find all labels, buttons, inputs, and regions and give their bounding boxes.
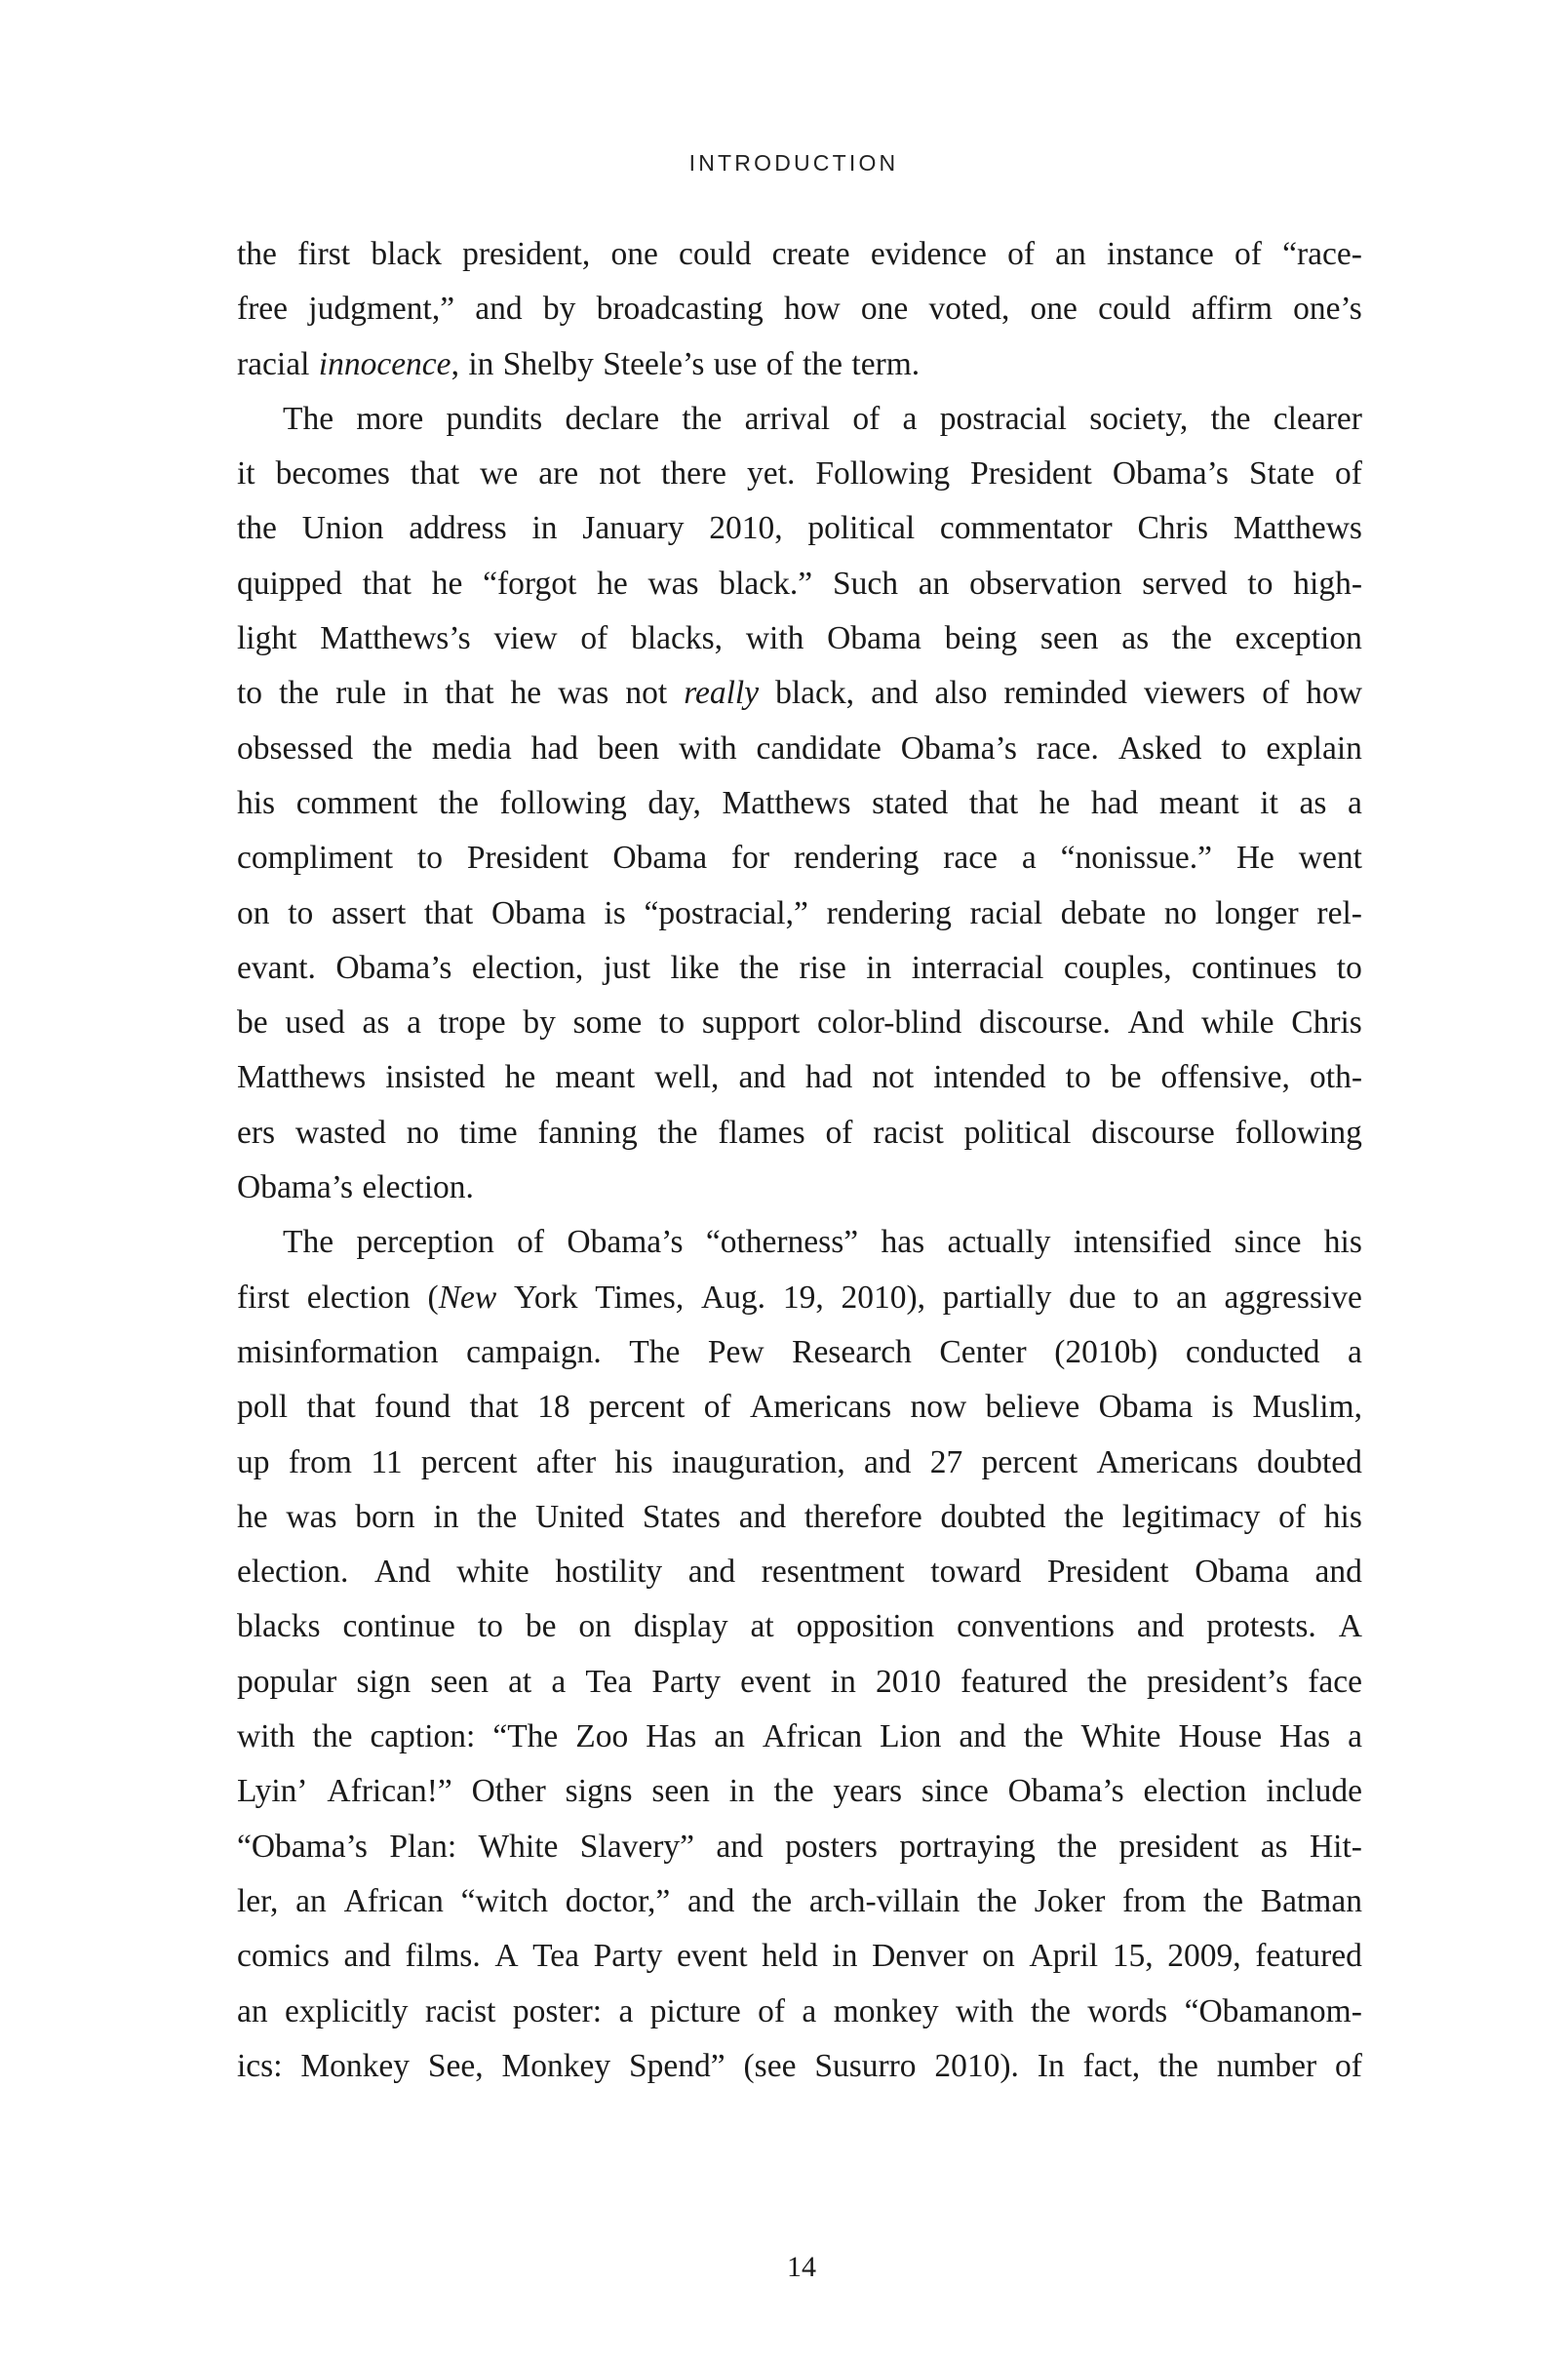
text-line: the first black president, one could create evidence of an instance of “race- (237, 236, 1362, 272)
text-line: quipped that he “forgot he was black.” Such an observation served to high- (237, 565, 1362, 602)
text-line: up from 11 percent after his inauguration, and 27 percent Americans doubted (237, 1443, 1362, 1480)
text-line: popular sign seen at a Tea Party event in 2010 featured the president’s face (237, 1663, 1362, 1700)
text-line: The perception of Obama’s “otherness” has actually intensified since his (283, 1224, 1362, 1261)
text-line: an explicitly racist poster: a picture of a monkey with the words “Obamanom- (237, 1992, 1362, 2029)
body-text (237, 227, 1362, 2094)
text-line: racial innocence, in Shelby Steele’s use of the term. (237, 345, 921, 382)
text-line: it becomes that we are not there yet. Following President Obama’s State of (237, 455, 1362, 492)
text-line: with the caption: “The Zoo Has an African Lion and the White House Has a (237, 1718, 1362, 1755)
text-line: first election (New York Times, Aug. 19, 2010), partially due to an aggressive (237, 1279, 1362, 1316)
running-head: INTRODUCTION (688, 150, 899, 176)
paragraph (237, 1215, 1362, 2094)
text-line: Obama’s election. (237, 1169, 474, 1206)
text-line: on to assert that Obama is “postracial,” rendering racial debate no longer rel- (237, 894, 1362, 931)
text-line: be used as a trope by some to support color-blind discourse. And while Chris (237, 1004, 1362, 1042)
text-line: Matthews insisted he meant well, and had not intended to be offensive, oth- (237, 1059, 1362, 1096)
text-line: poll that found that 18 percent of Americans now believe Obama is Muslim, (237, 1389, 1362, 1426)
text-line: light Matthews’s view of blacks, with Obama being seen as the exception (237, 620, 1362, 657)
text-line: obsessed the media had been with candidate Obama’s race. Asked to explain (237, 729, 1362, 767)
page-number: 14 (787, 2251, 816, 2283)
text-line: ers wasted no time fanning the flames of racist political discourse following (237, 1114, 1362, 1151)
text-line: compliment to President Obama for rendering race a “nonissue.” He went (237, 840, 1362, 877)
text-line: blacks continue to be on display at opposition conventions and protests. A (237, 1608, 1362, 1645)
paragraph (237, 392, 1362, 1215)
paragraph (237, 227, 1362, 392)
text-line: Lyin’ African!” Other signs seen in the years since Obama’s election include (237, 1773, 1362, 1810)
text-line: ler, an African “witch doctor,” and the arch-villain the Joker from the Batman (237, 1882, 1362, 1919)
text-line: comics and films. A Tea Party event held in Denver on April 15, 2009, featured (237, 1938, 1362, 1975)
text-line: free judgment,” and by broadcasting how one voted, one could affirm one’s (237, 291, 1362, 328)
text-line: evant. Obama’s election, just like the rise in interracial couples, continues to (237, 949, 1362, 986)
text-line: to the rule in that he was not really black, and also reminded viewers of how (237, 675, 1362, 712)
text-line: ics: Monkey See, Monkey Spend” (see Susurro 2010). In fact, the number of (237, 2047, 1362, 2084)
text-line: The more pundits declare the arrival of a postracial society, the clearer (283, 400, 1362, 437)
text-line: election. And white hostility and resentment toward President Obama and (237, 1554, 1362, 1591)
text-line: he was born in the United States and therefore doubted the legitimacy of his (237, 1498, 1362, 1535)
text-line: “Obama’s Plan: White Slavery” and posters portraying the president as Hit- (237, 1828, 1362, 1865)
text-line: his comment the following day, Matthews stated that he had meant it as a (237, 784, 1362, 821)
text-line: the Union address in January 2010, political commentator Chris Matthews (237, 510, 1362, 547)
text-line: misinformation campaign. The Pew Research Center (2010b) conducted a (237, 1333, 1362, 1370)
